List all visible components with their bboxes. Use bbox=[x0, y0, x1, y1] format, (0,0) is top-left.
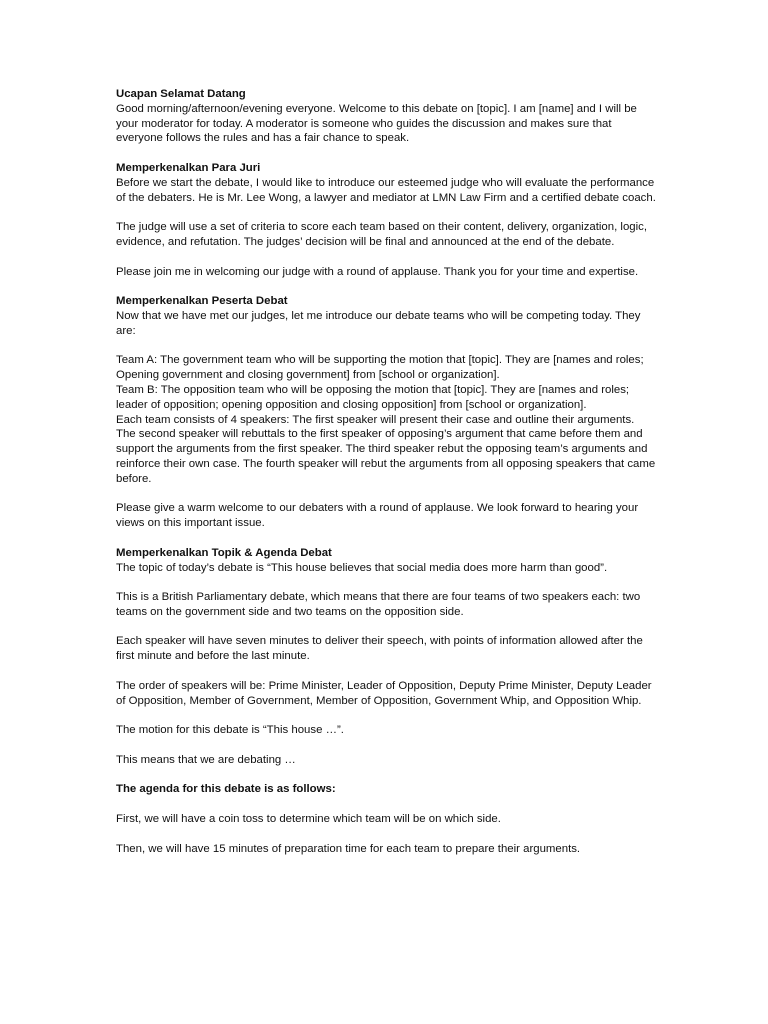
timing-block bbox=[116, 634, 656, 664]
participants-section bbox=[116, 294, 656, 338]
welcome-paragraph: Good morning/afternoon/evening everyone. Welcome to this debate on [topic]. I am [name] and I will be your moderator for today. A moderator is someone who guides the discussion and makes sure that everyone follows the rules and has a fair chance to speak. bbox=[116, 102, 637, 145]
judges-heading: Memperkenalkan Para Juri bbox=[116, 161, 261, 174]
judges-criteria-block bbox=[116, 220, 656, 250]
judges-applause-block bbox=[116, 265, 656, 280]
speaker-order-block bbox=[116, 679, 656, 709]
coin-toss-paragraph: First, we will have a coin toss to determine which team will be on which side. bbox=[116, 813, 501, 826]
judges-section bbox=[116, 161, 656, 205]
participants-heading: Memperkenalkan Peserta Debat bbox=[116, 295, 288, 308]
agenda-heading: The agenda for this debate is as follows: bbox=[116, 783, 336, 796]
teams-block bbox=[116, 353, 656, 486]
team-a-paragraph: Team A: The government team who will be supporting the motion that [topic]. They are [names and roles; Opening government and closing government] from [school or organization]. bbox=[116, 354, 644, 382]
agenda-heading-block bbox=[116, 782, 656, 797]
document-page bbox=[116, 87, 656, 871]
speakers-paragraph: Each team consists of 4 speakers: The first speaker will present their case and outline their arguments. The second speaker will rebuttals to the first speaker of opposing’s argument that came before them and support the arguments from the first speaker. The third speaker rebut the opposing team’s arguments and reinforce their own case. The fourth speaker will rebut the arguments from all opposing speakers that came before. bbox=[116, 413, 656, 485]
welcome-section bbox=[116, 87, 656, 146]
preparation-block bbox=[116, 842, 656, 857]
judges-intro-paragraph: Before we start the debate, I would like to introduce our esteemed judge who will evaluate the performance of the debaters. He is Mr. Lee Wong, a lawyer and mediator at LMN Law Firm and a certified debate coach. bbox=[116, 176, 656, 204]
topic-heading: Memperkenalkan Topik & Agenda Debat bbox=[116, 546, 332, 559]
speaker-order-paragraph: The order of speakers will be: Prime Minister, Leader of Opposition, Deputy Prime Minister, Deputy Leader of Opposition, Member of Government, Member of Opposition, Government Whip, and Opposition Whip. bbox=[116, 679, 652, 707]
motion-block bbox=[116, 723, 656, 738]
preparation-paragraph: Then, we will have 15 minutes of preparation time for each team to prepare their arguments. bbox=[116, 842, 581, 855]
participants-intro-paragraph: Now that we have met our judges, let me introduce our debate teams who will be competing today. They are: bbox=[116, 309, 641, 337]
judges-criteria-paragraph: The judge will use a set of criteria to score each team based on their content, delivery, organization, logic, evidence, and refutation. The judges’ decision will be final and announced at the end of the debate. bbox=[116, 221, 648, 248]
topic-section bbox=[116, 546, 656, 576]
format-paragraph: This is a British Parliamentary debate, which means that there are four teams of two speakers each: two teams on the government side and two teams on the opposition side. bbox=[116, 591, 641, 618]
topic-statement-paragraph: The topic of today’s debate is “This house believes that social media does more harm than good”. bbox=[116, 561, 608, 574]
judges-applause-paragraph: Please join me in welcoming our judge with a round of applause. Thank you for your time and expertise. bbox=[116, 265, 639, 278]
debating-paragraph: This means that we are debating … bbox=[116, 753, 296, 766]
participants-applause-block bbox=[116, 501, 656, 531]
team-b-paragraph: Team B: The opposition team who will be opposing the motion that [topic]. They are [names and roles; leader of opposition; opening opposition and closing opposition] from [school or organization]. bbox=[116, 383, 630, 411]
format-block bbox=[116, 590, 656, 620]
timing-paragraph: Each speaker will have seven minutes to deliver their speech, with points of information allowed after the first minute and before the last minute. bbox=[116, 635, 643, 663]
welcome-heading: Ucapan Selamat Datang bbox=[116, 88, 246, 100]
participants-applause-paragraph: Please give a warm welcome to our debaters with a round of applause. We look forward to hearing your views on this important issue. bbox=[116, 502, 639, 530]
debating-block bbox=[116, 753, 656, 768]
coin-toss-block bbox=[116, 812, 656, 827]
motion-paragraph: The motion for this debate is “This house …”. bbox=[116, 724, 344, 737]
